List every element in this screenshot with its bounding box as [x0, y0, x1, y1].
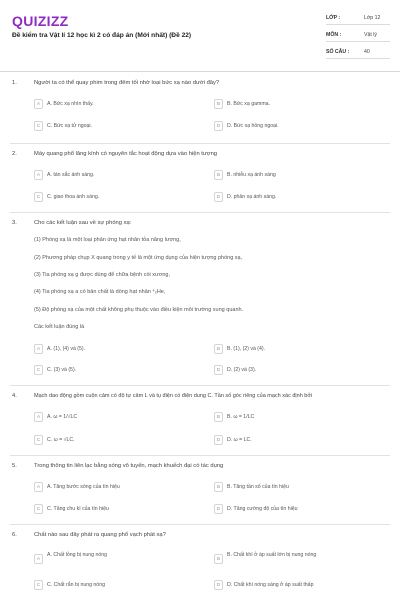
option-d[interactable]: [214, 364, 374, 376]
question-number: 3.: [12, 220, 17, 226]
option-letter: B: [214, 412, 223, 422]
option-a[interactable]: [34, 343, 194, 355]
option-text: A. Tăng bước sóng của tín hiệu: [47, 484, 120, 490]
option-text: B. (1), (2) và (4).: [227, 346, 266, 352]
option-c[interactable]: [34, 434, 194, 446]
option-a[interactable]: [34, 552, 194, 566]
option-text: A. ω = 1/√LC: [47, 414, 78, 420]
option-letter: C: [34, 504, 43, 514]
option-letter: C: [34, 365, 43, 375]
statement-line: Các kết luận đúng là: [34, 324, 85, 330]
option-letter: C: [34, 121, 43, 131]
statement-line: (2) Phương pháp chụp X quang trong y tế là một ứng dụng của hiện tượng phóng xạ,: [34, 255, 243, 261]
option-text: C. Bức xạ tử ngoại.: [47, 123, 93, 129]
option-letter: A: [34, 482, 43, 492]
question-text: Mạch dao động gồm cuộn cảm có độ tự cảm L và tụ điện có điện dung C. Tần số góc riêng của mạch xác định bởi: [34, 393, 313, 399]
option-c[interactable]: [34, 364, 194, 376]
option-letter: B: [214, 344, 223, 354]
document-title: Đề kiểm tra Vật lí 12 học kì 2 có đáp án (Mới nhất) (Đề 22): [12, 32, 192, 39]
option-text: C. ω = √LC.: [47, 437, 75, 443]
option-text: A. tán sắc ánh sáng.: [47, 172, 95, 178]
question-number: 5.: [12, 463, 17, 469]
option-a[interactable]: [34, 98, 194, 110]
quizizz-logo: QUIZIZZ: [12, 13, 69, 29]
option-letter: D: [214, 435, 223, 445]
meta-value: 40: [364, 48, 370, 55]
option-text: D. ω = LC.: [227, 437, 252, 443]
option-d[interactable]: [214, 191, 374, 203]
statement-line: (1) Phóng xạ là một loại phản ứng hạt nhân tỏa năng lượng,: [34, 237, 181, 243]
option-c[interactable]: [34, 191, 194, 203]
option-letter: A: [34, 412, 43, 422]
question-number: 6.: [12, 532, 17, 538]
option-text: B. Bức xạ gamma.: [227, 101, 270, 107]
divider: [10, 524, 390, 525]
option-b[interactable]: [214, 343, 374, 355]
option-letter: B: [214, 482, 223, 492]
option-c[interactable]: [34, 579, 194, 591]
question-number: 4.: [12, 393, 17, 399]
option-d[interactable]: [214, 503, 374, 515]
option-b[interactable]: [214, 552, 374, 566]
option-letter: C: [34, 580, 43, 590]
option-letter: A: [34, 554, 43, 564]
option-text: D. Chất khí nóng sáng ở áp suất thấp: [227, 582, 314, 588]
meta-question-count: [326, 45, 390, 59]
question-text: Máy quang phổ lăng kính có nguyên tắc hoạt động dựa vào hiện tượng: [34, 151, 218, 157]
option-d[interactable]: [214, 434, 374, 446]
document-header: [0, 0, 400, 72]
option-letter: A: [34, 99, 43, 109]
option-letter: A: [34, 344, 43, 354]
option-letter: B: [214, 554, 223, 564]
meta-label: LỚP :: [326, 14, 341, 21]
option-b[interactable]: [214, 98, 374, 110]
option-letter: A: [34, 170, 43, 180]
meta-label: SỐ CÂU :: [326, 48, 350, 55]
option-text: B. nhiễu xạ ánh sáng: [227, 172, 276, 178]
option-text: A. (1), (4) và (5).: [47, 346, 86, 352]
option-letter: B: [214, 170, 223, 180]
question-text: Người ta có thể quay phim trong đêm tối nhờ loại bức xạ nào dưới đây?: [34, 80, 220, 86]
option-letter: D: [214, 365, 223, 375]
option-c[interactable]: [34, 503, 194, 515]
option-c[interactable]: [34, 120, 194, 132]
option-text: D. Tăng cường độ của tín hiệu: [227, 506, 298, 512]
option-text: A. Bức xạ nhìn thấy.: [47, 101, 94, 107]
document-meta: [326, 11, 390, 62]
option-d[interactable]: [214, 579, 374, 591]
option-letter: C: [34, 435, 43, 445]
statement-line: (5) Độ phóng xạ của một chất không phụ thuộc vào điều kiện môi trường xung quanh.: [34, 307, 244, 313]
option-a[interactable]: [34, 169, 194, 181]
option-text: B. Tăng tần số của tín hiệu: [227, 484, 289, 490]
meta-value: Lớp 12: [364, 14, 381, 21]
option-b[interactable]: [214, 169, 374, 181]
divider: [10, 212, 390, 213]
option-text: D. Bức xạ hồng ngoại.: [227, 123, 279, 129]
meta-subject: [326, 28, 390, 42]
option-text: D. phản xạ ánh sáng.: [227, 194, 277, 200]
option-text: A. Chất lỏng bị nung nóng: [47, 552, 107, 558]
option-letter: D: [214, 121, 223, 131]
option-a[interactable]: [34, 481, 194, 493]
option-text: C. Chất rắn bị nung nóng: [47, 582, 105, 588]
question-number: 1.: [12, 80, 17, 86]
option-b[interactable]: [214, 481, 374, 493]
option-letter: B: [214, 99, 223, 109]
statement-line: (3) Tia phóng xạ g được dùng để chữa bệnh còi xương,: [34, 272, 170, 278]
meta-label: MÔN :: [326, 31, 342, 38]
question-number: 2.: [12, 151, 17, 157]
question-text: Chất nào sau đây phát ra quang phổ vạch phát xạ?: [34, 532, 166, 538]
option-a[interactable]: [34, 411, 194, 423]
option-text: D. (2) và (3).: [227, 367, 257, 373]
divider: [10, 143, 390, 144]
option-letter: D: [214, 504, 223, 514]
statement-line: (4) Tia phóng xạ a có bản chất là dòng hạt nhân ⁴₂He,: [34, 289, 166, 295]
option-letter: D: [214, 192, 223, 202]
question-text: Trong thông tin liên lạc bằng sóng vô tuyến, mạch khuếch đại có tác dụng: [34, 463, 224, 469]
option-letter: D: [214, 580, 223, 590]
meta-value: Vật lý: [364, 31, 377, 38]
option-b[interactable]: [214, 411, 374, 423]
option-text: C. giao thoa ánh sáng.: [47, 194, 100, 200]
meta-class: [326, 11, 390, 25]
divider: [10, 385, 390, 386]
option-d[interactable]: [214, 120, 374, 132]
option-text: C. Tăng chu kì của tín hiệu: [47, 506, 109, 512]
question-text: Cho các kết luận sau về sự phóng xạ:: [34, 220, 132, 226]
option-text: C. (3) và (5).: [47, 367, 77, 373]
divider: [10, 455, 390, 456]
option-text: B. ω = 1/LC: [227, 414, 255, 420]
option-text: B. Chất khí ở áp suất lớn bị nung nóng: [227, 552, 317, 558]
option-letter: C: [34, 192, 43, 202]
